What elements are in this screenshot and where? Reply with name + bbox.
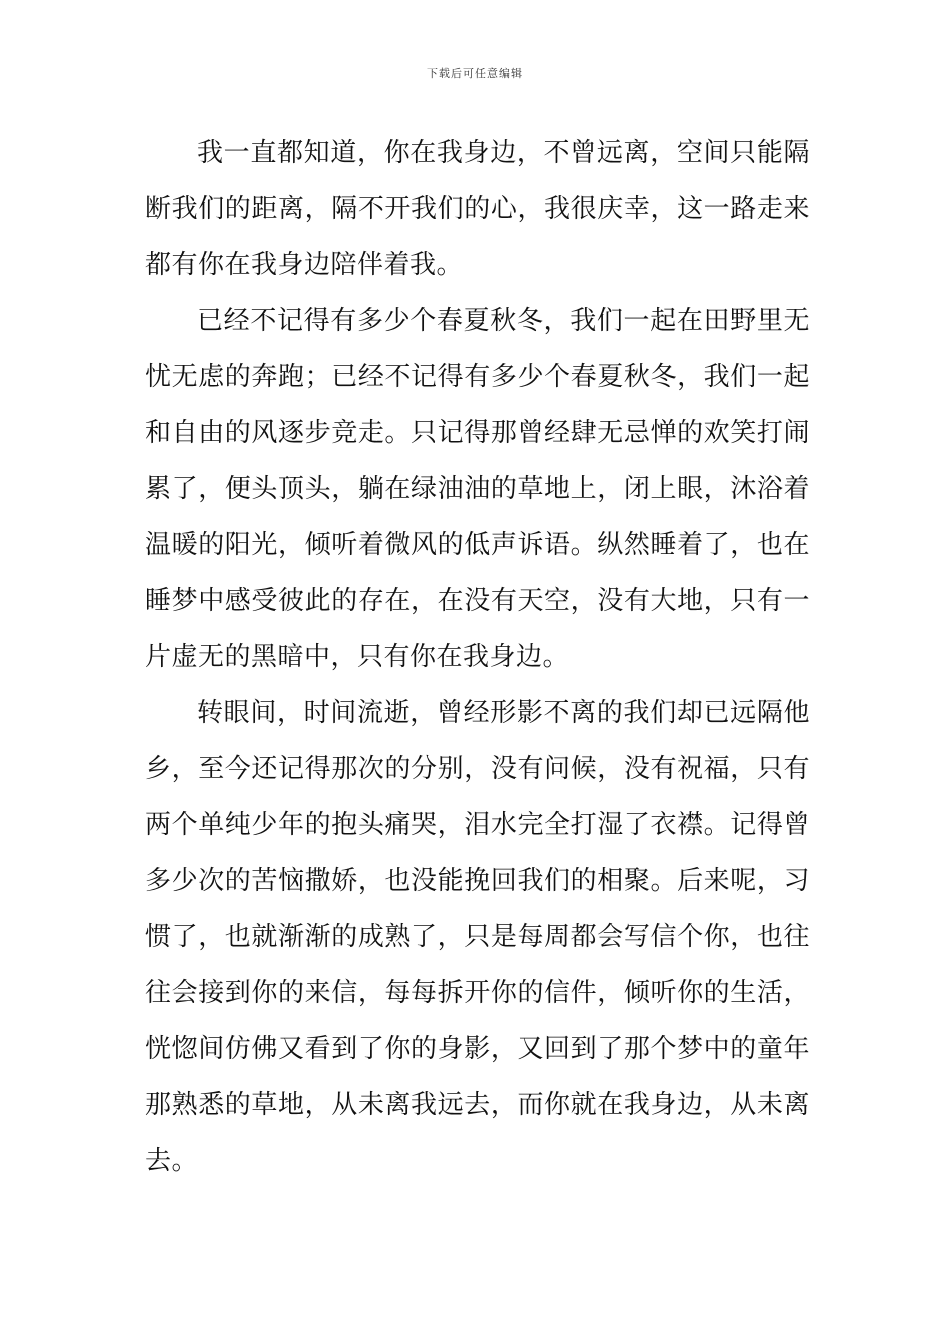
page-header: 下载后可任意编辑 [427,67,523,80]
paragraph-2: 已经不记得有多少个春夏秋冬，我们一起在田野里无忧无虑的奔跑；已经不记得有多少个春夏秋冬，我们一起和自由的风逐步竞走。只记得那曾经肆无忌惮的欢笑打闹累了，便头顶头，躺在绿油油的草地上，闭上眼，沐浴着温暖的阳光，倾听着微风的低声诉语。纵然睡着了，也在睡梦中感受彼此的存在，在没有天空，没有大地，只有一片虚无的黑暗中，只有你在我身边。 [145,306,810,672]
paragraph-3: 转眼间，时间流逝，曾经形影不离的我们却已远隔他乡，至今还记得那次的分别，没有问候，没有祝福，只有两个单纯少年的抱头痛哭，泪水完全打湿了衣襟。记得曾多少次的苦恼撒娇，也没能挽回我们的相聚。后来呢，习惯了，也就渐渐的成熟了，只是每周都会写信个你，也往往会接到你的来信，每每拆开你的信件，倾听你的生活，恍惚间仿佛又看到了你的身影，又回到了那个梦中的童年那熟悉的草地，从未离我远去，而你就在我身边，从未离去。 [145,698,810,1176]
paragraph-1: 我一直都知道，你在我身边，不曾远离，空间只能隔断我们的距离，隔不开我们的心，我很庆幸，这一路走来都有你在我身边陪伴着我。 [145,138,810,280]
document-body [145,125,810,1189]
